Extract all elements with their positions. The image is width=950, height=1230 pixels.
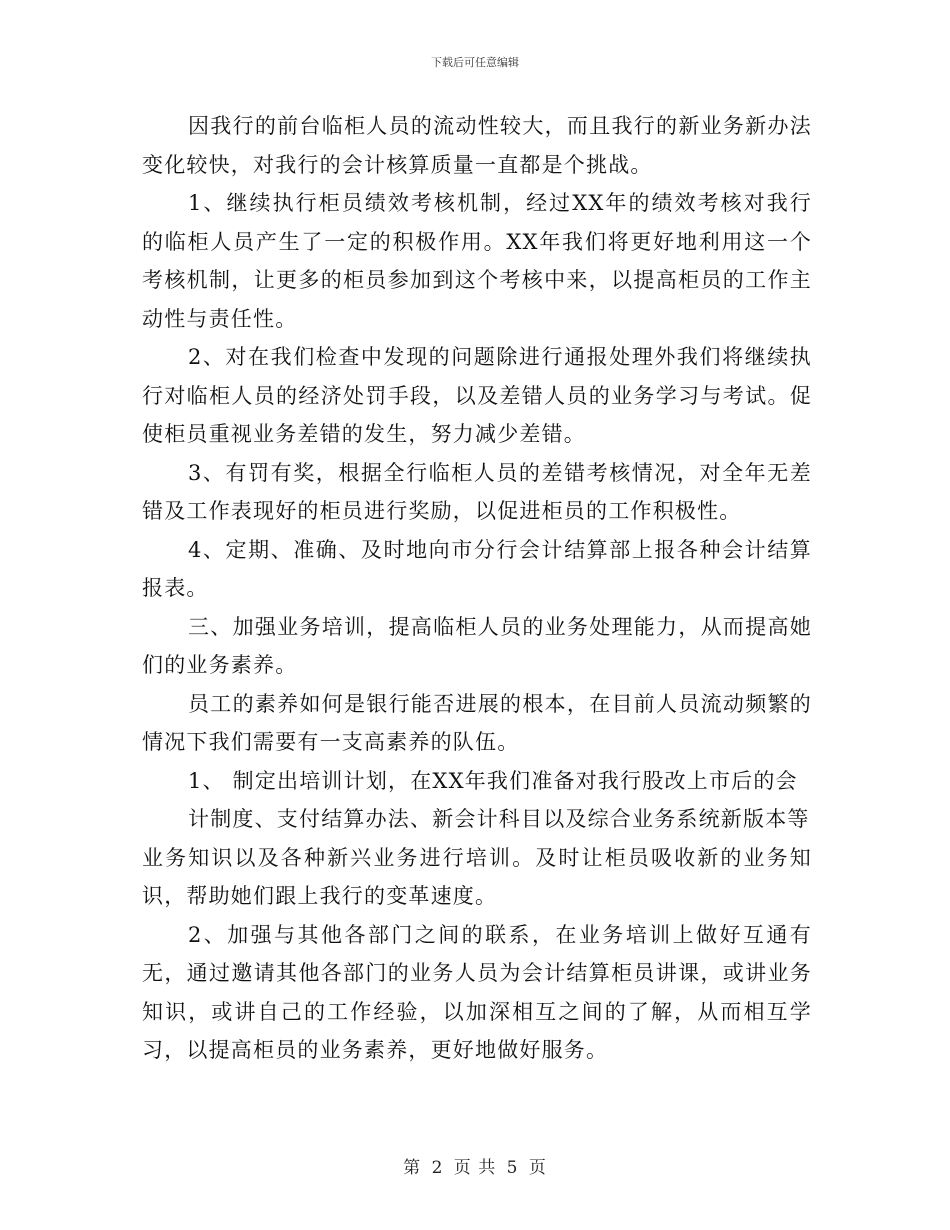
paragraph-training-plan-rest: 业务知识以及各种新兴业务进行培训。及时让柜员吸收新的业务知识，帮助她们跟上我行的变革速度。 — [142, 845, 812, 908]
paragraph-item-2-cooperation: 2、加强与其他各部门之间的联系，在业务培训上做好互通有无，通过邀请其他各部门的业务人员为会计结算柜员讲课，或讲业务知识，或讲自己的工作经验，以加深相互之间的了解，从而相互学习，以提高柜员的业务素养，更好地做好服务。 — [142, 922, 812, 1062]
paragraph-training-plan-line1: 1、 制定出培训计划，在XX年我们准备对我行股改上市后的会 — [188, 768, 798, 793]
footer-total-pages: 5 — [506, 1158, 519, 1178]
footer-middle: 页 共 — [453, 1158, 497, 1178]
footer-prefix: 第 — [403, 1158, 422, 1178]
document-body — [142, 107, 812, 1070]
paragraph-item-1-appraisal: 1、继续执行柜员绩效考核机制，经过XX年的绩效考核对我行的临柜人员产生了一定的积极作用。XX年我们将更好地利用这一个考核机制，让更多的柜员参加到这个考核中来，以提高柜员的工作主动性与责任性。 — [142, 191, 812, 331]
page-header: 下载后可任意编辑 — [431, 56, 519, 69]
paragraph-training-plan-line2: 计制度、支付结算办法、新会计科目以及综合业务系统新版本等 — [188, 807, 810, 831]
section-heading-training: 三、加强业务培训，提高临柜人员的业务处理能力，从而提高她们的业务素养。 — [142, 614, 812, 677]
footer-page-number: 2 — [431, 1158, 444, 1178]
footer-suffix: 页 — [528, 1158, 547, 1178]
paragraph-item-2-penalty: 2、对在我们检查中发现的问题除进行通报处理外我们将继续执行对临柜人员的经济处罚手段，以及差错人员的业务学习与考试。促使柜员重视业务差错的发生，努力减少差错。 — [142, 345, 812, 446]
paragraph-item-4-reporting: 4、定期、准确、及时地向市分行会计结算部上报各种会计结算报表。 — [142, 537, 812, 600]
page-footer — [0, 1153, 950, 1178]
paragraph-intro: 因我行的前台临柜人员的流动性较大，而且我行的新业务新办法变化较快，对我行的会计核算质量一直都是个挑战。 — [142, 114, 812, 177]
paragraph-staff-quality: 员工的素养如何是银行能否进展的根本，在目前人员流动频繁的情况下我们需要有一支高素养的队伍。 — [142, 691, 812, 754]
paragraph-item-3-reward: 3、有罚有奖，根据全行临柜人员的差错考核情况，对全年无差错及工作表现好的柜员进行奖励，以促进柜员的工作积极性。 — [142, 460, 812, 523]
